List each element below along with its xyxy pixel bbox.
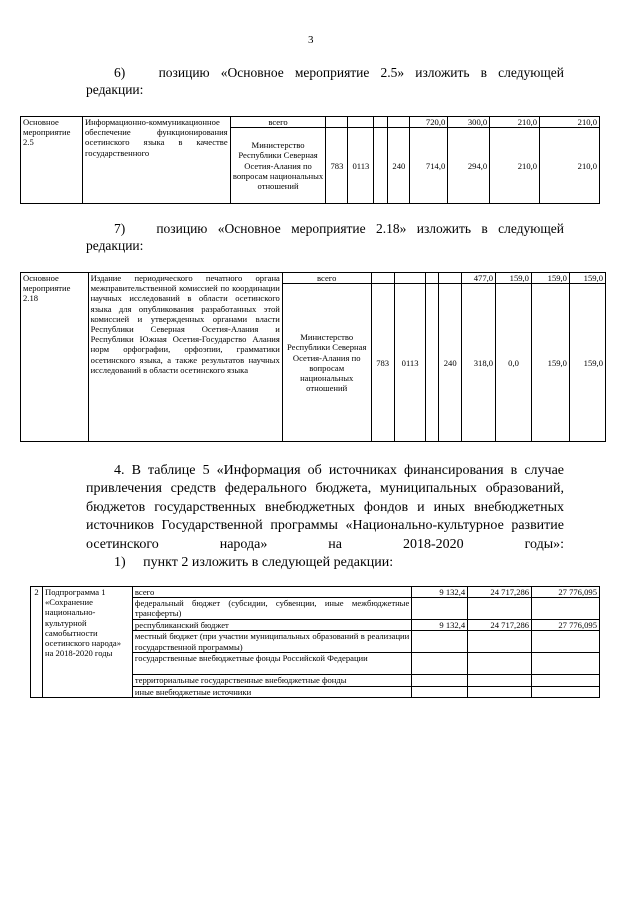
- t3-row-v2: 24 717,286: [468, 620, 532, 631]
- item-4-paragraph: [86, 462, 564, 554]
- t2-vr: 240: [439, 284, 462, 442]
- t2-v3: 159,0: [531, 284, 569, 442]
- t3-row-v3: 27 776,095: [532, 620, 600, 631]
- t3-row-label: федеральный бюджет (субсидии, субвенции, иные межбюджетные трансферты): [132, 598, 411, 620]
- t3-row-v3: [532, 686, 600, 697]
- item-6-line2: редакции:: [86, 82, 144, 97]
- t3-row-v2: [468, 686, 532, 697]
- page-number: 3: [308, 34, 314, 46]
- t2-executor: Министерство Республики Северная Осетия-Алания по вопросам национальных отношений: [282, 284, 371, 442]
- t3-row-v1: [412, 598, 468, 620]
- t1-v2: 294,0: [448, 128, 490, 204]
- t1-total-v3: 210,0: [490, 117, 540, 128]
- t1-total-v4: 210,0: [540, 117, 600, 128]
- t2-grbs: 783: [371, 284, 394, 442]
- t2-col1: Основное мероприятие 2.18: [21, 273, 89, 442]
- t2-total-v1: 477,0: [462, 273, 496, 284]
- t1-vr: 240: [388, 128, 410, 204]
- t2-v2: 0,0: [496, 284, 532, 442]
- table-main-event-2-5: [20, 116, 600, 204]
- t3-num: 2: [31, 587, 43, 698]
- item-6-line1: позицию «Основное мероприятие 2.5» изложить в следующей: [158, 65, 564, 80]
- t1-total-v2: 300,0: [448, 117, 490, 128]
- t3-row-label: местный бюджет (при участии муниципальных образований в реализации государственной программы): [132, 631, 411, 653]
- t1-executor: Министерство Республики Северная Осетия-Алания по вопросам национальных отношений: [230, 128, 326, 204]
- item-6-paragraph: [86, 64, 564, 98]
- t3-row-label: территориальные государственные внебюджетные фонды: [132, 675, 411, 686]
- item-4-sub-text: пункт 2 изложить в следующей редакции:: [143, 555, 394, 570]
- t3-row-v1: [412, 686, 468, 697]
- table-main-event-2-18: [20, 272, 606, 442]
- t2-total-v3: 159,0: [531, 273, 569, 284]
- t3-program: Подпрограмма 1 «Сохранение национально-культурной самобытности осетинского народа» на 2018-2020 годы: [42, 587, 132, 698]
- t1-v1: 714,0: [410, 128, 448, 204]
- item-7-line1: позицию «Основное мероприятие 2.18» изложить в следующей: [156, 221, 564, 236]
- t2-total-label: всего: [282, 273, 371, 284]
- item-4-text: 4. В таблице 5 «Информация об источниках финансирования в случае привлечения средств федерального бюджета, муниципальных образований, бюджетов государственных внебюджетных фондов и иных внебюджетных источников Государственной программы «Национально-культурное развитие осетинского народа» на 2018-2020 годы»:: [86, 463, 564, 552]
- t3-row-label: всего: [132, 587, 411, 598]
- t1-col2: Информационно-коммуникационное обеспечение функционирования осетинского языка в качестве государственного: [82, 117, 230, 204]
- t3-row-v2: [468, 675, 532, 686]
- t3-row-v1: [412, 675, 468, 686]
- t3-row-label: иные внебюджетные источники: [132, 686, 411, 697]
- t1-rzpr: 0113: [348, 128, 374, 204]
- t3-row-label: государственные внебюджетные фонды Российской Федерации: [132, 653, 411, 675]
- t2-v1: 318,0: [462, 284, 496, 442]
- t3-row-v2: [468, 631, 532, 653]
- t3-row-v2: [468, 653, 532, 675]
- t3-row-v3: 27 776,095: [532, 587, 600, 598]
- item-6-label: 6): [114, 65, 126, 80]
- t3-row-v2: [468, 598, 532, 620]
- item-7-line2: редакции:: [86, 238, 144, 253]
- t3-row-v3: [532, 631, 600, 653]
- item-4-sub-label: 1): [114, 555, 126, 570]
- t3-row-v2: 24 717,286: [468, 587, 532, 598]
- t3-row-label: республиканский бюджет: [132, 620, 411, 631]
- table-funding-sources: [30, 586, 600, 698]
- item-7-paragraph: [86, 220, 564, 254]
- t3-row-v3: [532, 598, 600, 620]
- t3-row-v1: 9 132,4: [412, 587, 468, 598]
- t3-row-v1: [412, 653, 468, 675]
- t2-v4: 159,0: [569, 284, 605, 442]
- t1-v4: 210,0: [540, 128, 600, 204]
- t1-grbs: 783: [326, 128, 348, 204]
- t1-total-label: всего: [230, 117, 326, 128]
- t3-row-v3: [532, 675, 600, 686]
- t1-v3: 210,0: [490, 128, 540, 204]
- t2-rzpr: 0113: [394, 284, 426, 442]
- item-7-label: 7): [114, 221, 126, 236]
- item-4-sub: [114, 554, 564, 572]
- t3-row-v3: [532, 653, 600, 675]
- t1-col1: Основное мероприятие 2.5: [21, 117, 83, 204]
- t1-total-v1: 720,0: [410, 117, 448, 128]
- t2-total-v4: 159,0: [569, 273, 605, 284]
- t2-col2: Издание периодического печатного органа межправительственной комиссией по координации научных исследований в области осетинского языка для опубликования разработанных этой комиссией и утвержденных органами власти Республики Северная Осетия-Алания и Республики Южная Осетия-Государство Алания норм орфографии, орфоэпии, грамматики осетинского языка, а также результатов научных исследований в области осетинского языка: [88, 273, 282, 442]
- t3-row-v1: [412, 631, 468, 653]
- t3-row-v1: 9 132,4: [412, 620, 468, 631]
- t2-total-v2: 159,0: [496, 273, 532, 284]
